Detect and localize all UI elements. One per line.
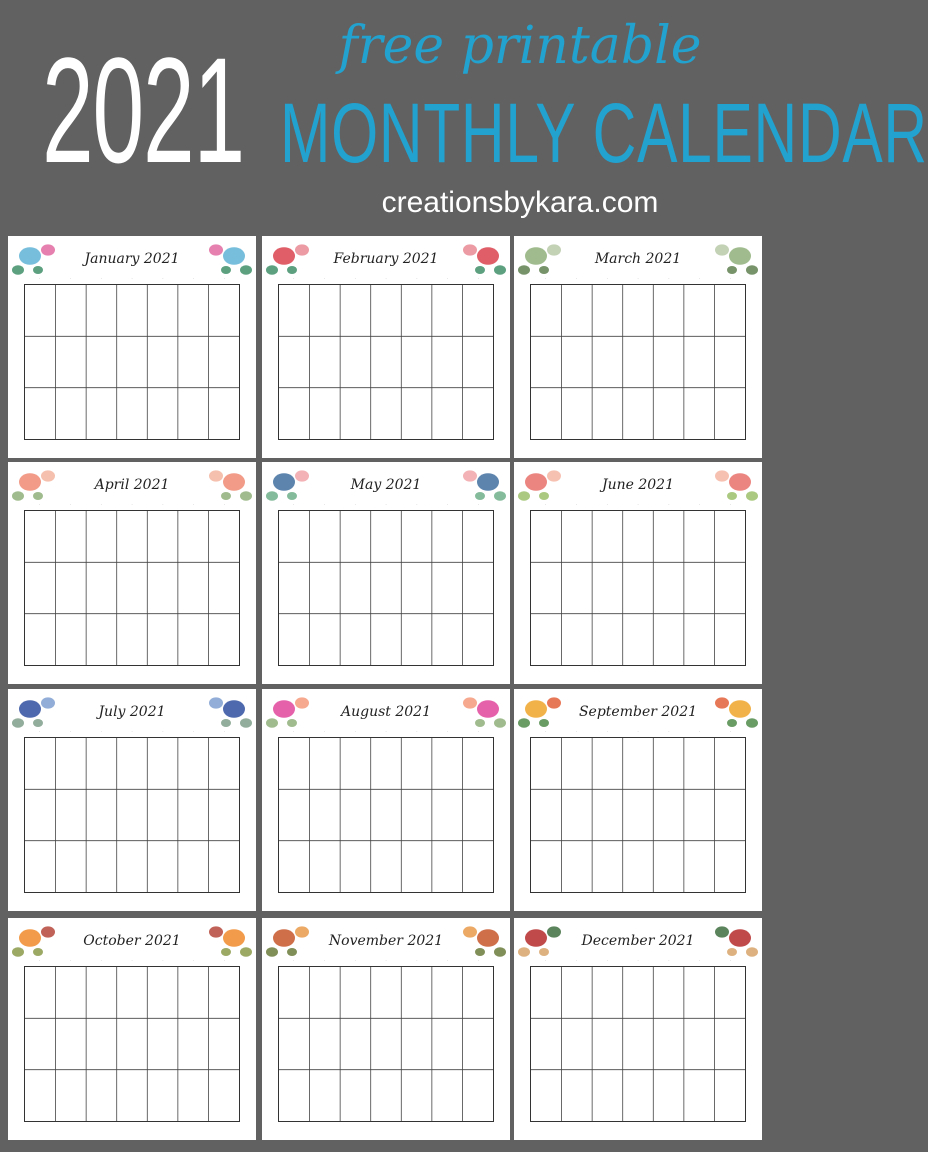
weekday-label: · — [162, 958, 164, 963]
weekday-label: · — [637, 502, 639, 507]
weekday-header — [278, 275, 494, 283]
weekday-label: · — [668, 502, 670, 507]
month-title: February 2021 — [333, 251, 439, 267]
weekday-label: · — [416, 502, 418, 507]
weekday-label: · — [606, 958, 608, 963]
month-grid — [530, 737, 746, 893]
weekday-label: · — [606, 729, 608, 734]
calendar-page — [262, 689, 510, 911]
weekday-header — [530, 728, 746, 736]
weekday-label: · — [100, 502, 102, 507]
weekday-label: · — [699, 729, 701, 734]
month-grid — [530, 510, 746, 666]
month-title: June 2021 — [601, 477, 674, 493]
weekday-label: · — [477, 958, 480, 963]
weekday-label: · — [162, 729, 164, 734]
weekday-label: · — [100, 276, 102, 281]
weekday-label: · — [385, 276, 387, 281]
month-title: October 2021 — [83, 933, 181, 949]
weekday-label: · — [668, 729, 670, 734]
weekday-label: · — [38, 276, 41, 281]
calendar-page — [262, 918, 510, 1140]
weekday-header — [24, 501, 240, 509]
weekday-label: · — [223, 958, 226, 963]
tagline-top: free printable — [338, 16, 702, 76]
weekday-label: · — [292, 502, 295, 507]
weekday-label: · — [385, 729, 387, 734]
weekday-label: · — [606, 502, 608, 507]
month-title: September 2021 — [578, 704, 698, 720]
month-title: August 2021 — [341, 704, 431, 720]
weekday-label: · — [354, 958, 356, 963]
weekday-label: · — [637, 729, 639, 734]
month-grid — [24, 284, 240, 440]
weekday-label: · — [385, 958, 387, 963]
weekday-label: · — [69, 502, 71, 507]
calendar-page — [262, 462, 510, 684]
weekday-label: · — [447, 958, 449, 963]
weekday-header — [530, 275, 746, 283]
month-grid — [278, 966, 494, 1122]
weekday-label: · — [323, 729, 325, 734]
weekday-header — [24, 728, 240, 736]
weekday-label: · — [729, 502, 732, 507]
weekday-label: · — [447, 729, 449, 734]
weekday-label: · — [131, 729, 133, 734]
weekday-label: · — [193, 958, 195, 963]
weekday-header — [278, 728, 494, 736]
calendar-page — [8, 918, 256, 1140]
weekday-label: · — [447, 276, 449, 281]
calendar-page — [8, 462, 256, 684]
weekday-label: · — [385, 502, 387, 507]
calendar-page — [8, 236, 256, 458]
month-title: November 2021 — [328, 933, 444, 949]
weekday-label: · — [416, 958, 418, 963]
calendar-page — [514, 236, 762, 458]
month-grid — [278, 510, 494, 666]
calendar-page — [514, 689, 762, 911]
weekday-label: · — [292, 276, 295, 281]
weekday-label: · — [69, 276, 71, 281]
month-title: April 2021 — [94, 477, 170, 493]
month-title: December 2021 — [581, 933, 695, 949]
weekday-label: · — [69, 729, 71, 734]
weekday-header — [530, 957, 746, 965]
weekday-label: · — [544, 958, 547, 963]
weekday-label: · — [193, 729, 195, 734]
month-grid — [278, 737, 494, 893]
weekday-label: · — [38, 502, 41, 507]
weekday-label: · — [699, 276, 701, 281]
weekday-label: · — [162, 502, 164, 507]
month-title: March 2021 — [594, 251, 682, 267]
weekday-label: · — [292, 958, 295, 963]
weekday-label: · — [575, 729, 577, 734]
calendar-page — [262, 236, 510, 458]
month-title: May 2021 — [350, 477, 422, 493]
weekday-label: · — [69, 958, 71, 963]
weekday-header — [530, 501, 746, 509]
weekday-label: · — [162, 276, 164, 281]
weekday-header — [24, 957, 240, 965]
weekday-label: · — [544, 502, 547, 507]
calendar-page — [514, 918, 762, 1140]
calendar-page — [8, 689, 256, 911]
weekday-label: · — [193, 502, 195, 507]
month-grid — [24, 737, 240, 893]
weekday-label: · — [223, 502, 226, 507]
weekday-label: · — [354, 502, 356, 507]
weekday-label: · — [447, 502, 449, 507]
website-url: creationsbykara.com — [381, 186, 659, 219]
month-grid — [530, 966, 746, 1122]
weekday-label: · — [477, 276, 480, 281]
weekday-label: · — [323, 502, 325, 507]
weekday-label: · — [699, 502, 701, 507]
weekday-label: · — [223, 729, 226, 734]
weekday-header — [278, 501, 494, 509]
weekday-label: · — [38, 958, 41, 963]
month-title: January 2021 — [84, 251, 180, 267]
month-grid — [530, 284, 746, 440]
weekday-label: · — [668, 276, 670, 281]
weekday-label: · — [323, 958, 325, 963]
weekday-label: · — [637, 276, 639, 281]
month-title: July 2021 — [98, 704, 166, 720]
weekday-label: · — [575, 958, 577, 963]
weekday-label: · — [477, 502, 480, 507]
weekday-label: · — [354, 729, 356, 734]
weekday-label: · — [729, 729, 732, 734]
year-title: 2021 — [42, 26, 244, 194]
weekday-label: · — [606, 276, 608, 281]
weekday-label: · — [323, 276, 325, 281]
weekday-label: · — [575, 276, 577, 281]
weekday-label: · — [193, 276, 195, 281]
weekday-label: · — [223, 276, 226, 281]
weekday-label: · — [729, 958, 732, 963]
month-grid — [24, 966, 240, 1122]
weekday-label: · — [477, 729, 480, 734]
weekday-label: · — [38, 729, 41, 734]
weekday-label: · — [131, 502, 133, 507]
month-grid — [24, 510, 240, 666]
weekday-label: · — [416, 729, 418, 734]
weekday-label: · — [544, 276, 547, 281]
tagline-main: MONTHLY CALENDAR — [280, 86, 928, 180]
weekday-label: · — [668, 958, 670, 963]
weekday-label: · — [100, 958, 102, 963]
calendar-page — [514, 462, 762, 684]
weekday-label: · — [575, 502, 577, 507]
weekday-label: · — [131, 276, 133, 281]
weekday-header — [24, 275, 240, 283]
weekday-label: · — [131, 958, 133, 963]
weekday-header — [278, 957, 494, 965]
weekday-label: · — [354, 276, 356, 281]
weekday-label: · — [292, 729, 295, 734]
month-grid — [278, 284, 494, 440]
weekday-label: · — [416, 276, 418, 281]
weekday-label: · — [544, 729, 547, 734]
weekday-label: · — [729, 276, 732, 281]
weekday-label: · — [699, 958, 701, 963]
weekday-label: · — [637, 958, 639, 963]
weekday-label: · — [100, 729, 102, 734]
